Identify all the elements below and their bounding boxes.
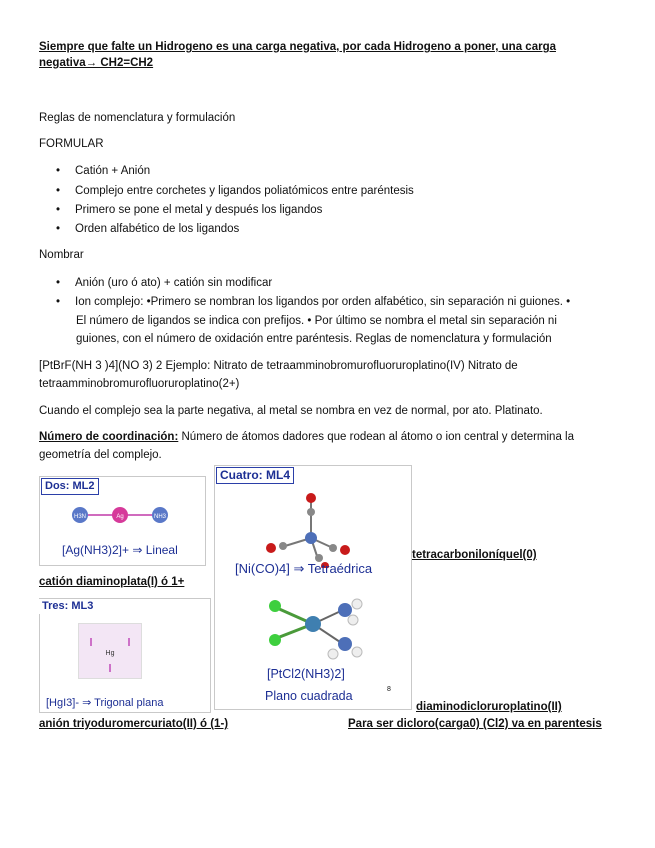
atom-label: H3N (73, 514, 87, 520)
name-pt: diaminodicloruroplatino(II) (416, 701, 562, 713)
figure-tres (39, 598, 211, 713)
nombrar-item-cont: El número de ligandos se indica con prefijos. • Por último se nombra el metal sin separación ni (76, 315, 557, 327)
page-number: 8 (387, 686, 391, 693)
atom-label: Ag (116, 514, 124, 520)
formular-item: • Primero se pone el metal y después los ligandos (60, 203, 322, 218)
nombrar-title: Nombrar (39, 249, 84, 261)
linear-molecule (40, 497, 205, 541)
figure-cuatro-tag: Cuatro: ML4 (216, 467, 294, 484)
figure-cuatro-geometry: Plano cuadrada (265, 689, 353, 703)
figure-dos (39, 476, 206, 566)
name-hg: anión triyoduromercuriato(II) ó (1-) (39, 718, 229, 730)
formular-title: FORMULAR (39, 138, 104, 150)
name-ag: catión diaminoplata(I) ó 1+ (39, 576, 185, 588)
formular-item: • Orden alfabético de los ligandos (60, 222, 239, 237)
coordination-line-2: geometría del complejo. (39, 449, 162, 461)
figure-dos-tag: Dos: ML2 (41, 478, 99, 495)
example-line-1: [PtBrF(NH 3 )4](NO 3) 2 Ejemplo: Nitrato de tetraamminobromurofluoruroplatino(IV) Nitrato de (39, 360, 518, 372)
nombrar-item: • Anión (uro ó ato) + catión sin modificar (60, 276, 272, 291)
nombrar-item: • Ion complejo: •Primero se nombran los ligandos por orden alfabético, sin separación ni guiones. • (60, 295, 570, 310)
figure-dos-formula: [Ag(NH3)2]+ ⇒ Lineal (62, 543, 178, 557)
coordination-line-1 (39, 430, 574, 445)
figure-cuatro-formula-pt: [PtCl2(NH3)2] (267, 667, 345, 681)
nombrar-item-cont: guiones, con el número de oxidación entre paréntesis. Reglas de nomenclatura y formulación (76, 333, 552, 345)
atom-label: NH3 (153, 514, 167, 520)
trigonal-molecule (78, 623, 142, 679)
coordination-text: Número de átomos dadores que rodean al átomo o ion central y determina la (178, 431, 574, 443)
name-ni: tetracarboniloníquel(0) (412, 549, 537, 561)
figure-cuatro-formula-ni: [Ni(CO)4] ⇒ Tetraédrica (235, 561, 373, 576)
tetrahedral-molecule (245, 488, 375, 568)
figure-tres-formula: [HgI3]- ⇒ Trigonal plana (46, 697, 164, 709)
coordination-label: Número de coordinación: (39, 431, 179, 443)
hg-label: Hg (105, 650, 115, 657)
figure-cuatro (214, 465, 412, 710)
formular-item: • Catión + Anión (60, 164, 150, 179)
example-line-2: tetraamminobromurofluoruroplatino(2+) (39, 378, 240, 390)
figure-tres-tag: Tres: ML3 (39, 599, 96, 614)
dicloro-note: Para ser dicloro(carga0) (Cl2) va en parentesis (348, 718, 602, 730)
heading-line-2: negativa→ CH2=CH2 (39, 57, 154, 69)
formular-item: • Complejo entre corchetes y ligandos poliatómicos entre paréntesis (60, 184, 414, 199)
heading-line-1: Siempre que falte un Hidrogeno es una carga negativa, por cada Hidrogeno a poner, una carga (39, 41, 556, 53)
square-planar-molecule (255, 594, 375, 664)
rules-title: Reglas de nomenclatura y formulación (39, 112, 236, 124)
anion-note: Cuando el complejo sea la parte negativa, al metal se nombra en vez de normal, por ato. Platinato. (39, 405, 543, 417)
